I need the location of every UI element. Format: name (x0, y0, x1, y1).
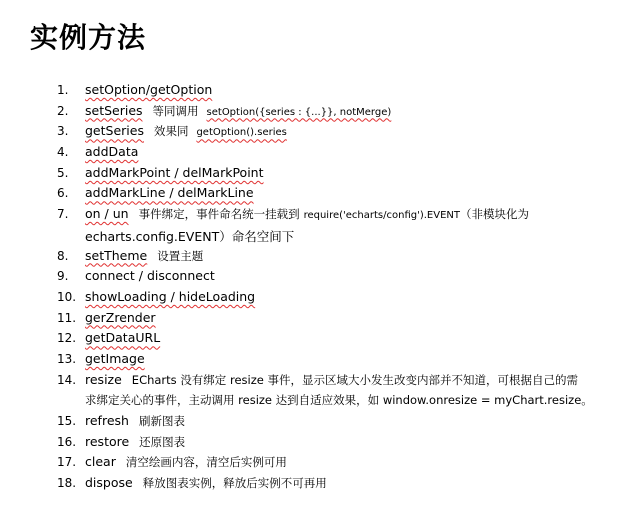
item-number: 5. (57, 165, 69, 180)
method-name: resize (85, 371, 122, 387)
list-item (0, 370, 634, 411)
method-description-line2: echarts.config.EVENT）命名空间下 (85, 228, 295, 244)
list-item (0, 163, 634, 184)
method-name: setSeries (85, 102, 143, 118)
method-description: 事件绑定，事件命名统一挂载到 (138, 207, 300, 222)
item-number: 17. (57, 455, 77, 470)
method-name: gerZrender (85, 309, 156, 325)
method-name: getDataURL (85, 330, 161, 346)
list-item (0, 121, 634, 142)
list-item (0, 266, 634, 287)
method-name: addData (85, 144, 139, 160)
item-number: 18. (57, 476, 77, 491)
method-name: dispose (85, 475, 133, 491)
list-item (0, 473, 634, 494)
method-code: setOption({series : {...}}, notMerge) (206, 106, 392, 118)
list-item (0, 432, 634, 453)
method-name: restore (85, 433, 130, 449)
list-item (0, 246, 634, 267)
item-number: 3. (57, 124, 69, 139)
method-description: 效果同 (153, 124, 189, 139)
method-name: addMarkPoint / delMarkPoint (85, 164, 264, 180)
list-item (0, 204, 634, 245)
list-item (0, 80, 634, 101)
method-description-line2: 求绑定关心的事件，主动调用 resize 达到自适应效果，如 window.onresize = myChart.resize。 (85, 393, 593, 408)
list-item (0, 308, 634, 329)
item-number: 13. (57, 351, 77, 366)
item-number: 11. (57, 310, 77, 325)
list-item (0, 452, 634, 473)
list-item (0, 349, 634, 370)
item-number: 4. (57, 145, 69, 160)
item-number: 15. (57, 414, 77, 429)
method-name: refresh (85, 413, 129, 429)
method-name: connect / disconnect (85, 268, 215, 284)
method-description: 还原图表 (139, 434, 186, 449)
method-name: clear (85, 454, 116, 470)
page-title: 实例方法 (30, 21, 147, 54)
list-item (0, 142, 634, 163)
item-number: 14. (57, 372, 77, 387)
method-description: 释放图表实例，释放后实例不可再用 (142, 476, 327, 491)
method-name: on / un (85, 206, 129, 222)
method-code: require('echarts/config').EVENT (303, 210, 460, 222)
method-name: getSeries (85, 123, 144, 139)
list-item (0, 287, 634, 308)
method-name: addMarkLine / delMarkLine (85, 185, 254, 201)
method-description-cont: （非模块化为 (460, 207, 529, 222)
item-number: 1. (57, 83, 69, 97)
item-number: 16. (57, 434, 77, 449)
item-number: 2. (57, 103, 69, 118)
item-number: 9. (57, 269, 69, 284)
method-list (0, 80, 634, 494)
method-description: ECharts 没有绑定 resize 事件，显示区域大小发生改变内部并不知道，可根据自己的需 (131, 372, 578, 387)
method-name: showLoading / hideLoading (85, 288, 256, 304)
method-description: 等同调用 (152, 103, 199, 118)
method-name: setTheme (85, 247, 148, 263)
method-name: setOption/getOption (85, 82, 213, 97)
item-number: 8. (57, 248, 69, 263)
item-number: 7. (57, 207, 69, 222)
list-item (0, 101, 634, 122)
item-number: 6. (57, 186, 69, 201)
method-code: getOption().series (196, 127, 287, 139)
list-item (0, 183, 634, 204)
list-item (0, 411, 634, 432)
method-name: getImage (85, 350, 145, 366)
item-number: 10. (57, 289, 77, 304)
item-number: 12. (57, 331, 77, 346)
list-item (0, 328, 634, 349)
method-description: 设置主题 (157, 248, 204, 263)
method-description: 刷新图表 (138, 414, 185, 429)
method-description: 清空绘画内容，清空后实例可用 (125, 455, 287, 470)
